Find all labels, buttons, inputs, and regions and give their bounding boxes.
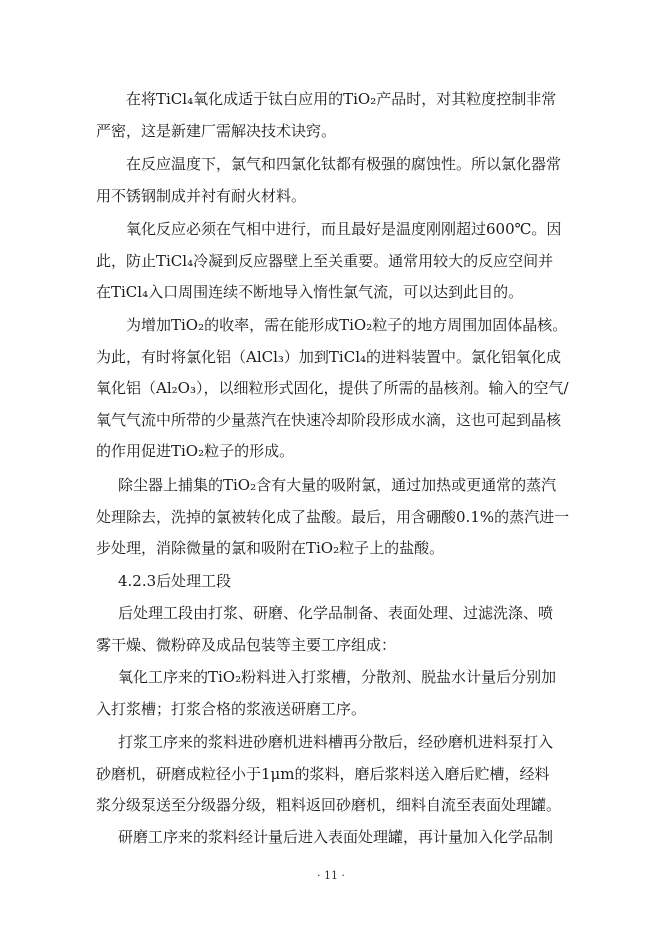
text-line: 4.2.3后处理工段: [118, 572, 232, 590]
paragraph-1: [96, 84, 566, 147]
text-line: 砂磨机，研磨成粒径小于1μm的浆料，磨后浆料送入磨后贮槽，经料: [96, 764, 550, 783]
paragraph-6: [96, 598, 566, 661]
text-line: 在反应温度下，氯气和四氯化钛都有极强的腐蚀性。所以氯化器常: [126, 155, 562, 173]
text-line: 雾干燥、微粉碎及成品包装等主要工序组成：: [96, 635, 397, 654]
text-line: 入打浆槽；打浆合格的浆液送研磨工序。: [96, 699, 367, 718]
text-line: 除尘器上捕集的TiO₂含有大量的吸附氯，通过加热或更通常的蒸汽: [118, 476, 557, 494]
text-line: 严密，这是新建厂需解决技术诀窍。: [96, 121, 337, 140]
paragraph-4: [96, 310, 569, 468]
text-line: 的作用促进TiO₂粒子的形成。: [96, 442, 295, 460]
text-line: 在将TiCl₄氧化成适于钛白应用的TiO₂产品时，对其粒度控制非常: [126, 90, 557, 108]
paragraph-9: [96, 822, 566, 854]
text-line: 为增加TiO₂的收率，需在能形成TiO₂粒子的地方周围加固体晶核。: [126, 316, 568, 334]
text-line: 在TiCl₄入口周围连续不断地导入惰性氯气流，可以达到此目的。: [96, 283, 524, 301]
text-line: 此，防止TiCl₄冷凝到反应器壁上至关重要。通常用较大的反应空间并: [96, 251, 554, 270]
text-line: 氧化反应必须在气相中进行，而且最好是温度刚刚超过600℃。因: [126, 220, 562, 238]
text-line: 氧气气流中所带的少量蒸汽在快速冷却阶段形成水滴，这也可起到晶核: [96, 410, 562, 429]
text-line: 研磨工序来的浆料经计量后进入表面处理罐，再计量加入化学品制: [118, 828, 554, 846]
text-line: 处理除去，洗掉的氯被转化成了盐酸。最后，用含硼酸0.1%的蒸汽进一: [96, 507, 570, 526]
text-line: 用不锈钢制成并衬有耐火材料。: [96, 186, 307, 205]
text-line: 为此，有时将氯化铝（AlCl₃）加到TiCl₄的进料装置中。氯化铝氧化成: [96, 347, 562, 366]
page-number: · 11 ·: [317, 869, 345, 882]
paragraph-7: [96, 662, 566, 725]
paragraph-8: [96, 727, 566, 822]
text-line: 氧化铝（Al₂O₃），以细粒形式固化，提供了所需的晶核剂。输入的空气/: [96, 379, 569, 397]
paragraph-5: [96, 470, 570, 565]
text-line: 浆分级泵送至分级器分级，粗料返回砂磨机，细料自流至表面处理罐。: [96, 796, 562, 814]
text-line: 步处理，消除微量的氯和吸附在TiO₂粒子上的盐酸。: [96, 539, 445, 557]
paragraph-3: [96, 214, 566, 309]
text-line: 氧化工序来的TiO₂粉料进入打浆槽，分散剂、脱盐水计量后分别加: [118, 668, 557, 686]
section-heading: [96, 566, 566, 598]
text-line: 打浆工序来的浆料进砂磨机进料槽再分散后，经砂磨机进料泵打入: [118, 733, 554, 751]
text-line: 后处理工段由打浆、研磨、化学品制备、表面处理、过滤洗涤、喷: [118, 604, 554, 622]
paragraph-2: [96, 149, 566, 212]
